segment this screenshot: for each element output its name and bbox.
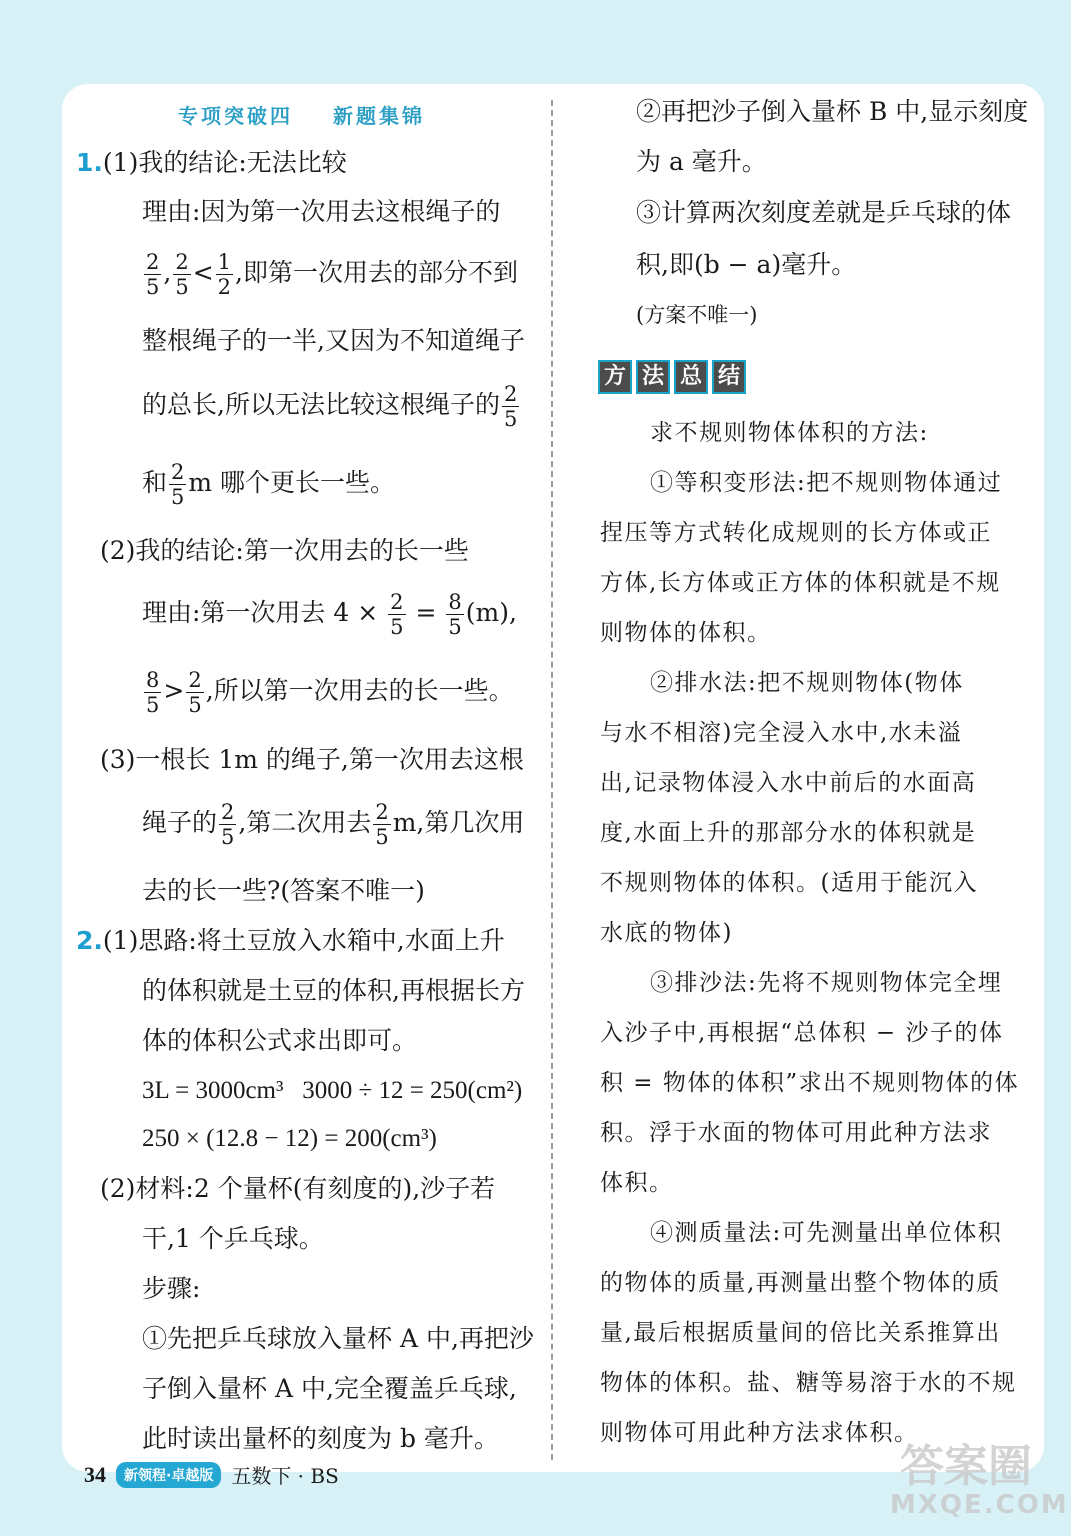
method1-l3: 方体,长方体或正方体的体积就是不规 [600,570,1001,596]
method3-l3: 积 = 物体的体积”求出不规则物体的体 [600,1070,1020,1096]
watermark-logo: 答案圈 [900,1441,1032,1492]
method2-l1: ②排水法:把不规则物体(物体 [650,670,964,696]
q2-line10: 子倒入量杯 A 中,完全覆盖乒乓球, [142,1374,517,1403]
q1-p3-line1: (3)一根长 1m 的绳子,第一次用去这根 [100,745,524,774]
q1-reason3: 整根绳子的一半,又因为不知道绳子 [142,326,525,355]
footer [84,1460,339,1489]
method2-l6: 水底的物体) [600,920,733,946]
q1-line1: 1.(1)我的结论:无法比较 [76,148,347,177]
edition-label: 五数下 · BS [231,1464,339,1488]
q1-reason2: $\frac{2}{5}$ , $\frac{2}{5}$ < $\frac{1}{2}$ ,即第一次用去的部分不到 [146,250,518,299]
method4-l3: 量,最后根据质量间的倍比关系推算出 [600,1320,1001,1346]
q2-line6: (2)材料:2 个量杯(有刻度的),沙子若 [100,1174,496,1203]
method1-l2: 捏压等方式转化成规则的长方体或正 [600,520,992,546]
q1-p2-reason2: $\frac{8}{5}$ > $\frac{2}{5}$ ,所以第一次用去的长一些。 [146,668,514,717]
q1-reason5: 和 $\frac{2}{5}$ m 哪个更长一些。 [142,460,396,509]
right-line2: 为 a 毫升。 [636,147,767,176]
method4-l4: 物体的体积。盐、糖等易溶于水的不规 [600,1370,1017,1396]
method3-l5: 体积。 [600,1170,674,1196]
q2-line5: 250 × (12.8 − 12) = 200(cm³) [142,1125,437,1152]
q2-line3: 体的体积公式求出即可。 [142,1026,418,1055]
q2-line9: ①先把乒乓球放入量杯 A 中,再把沙 [142,1324,534,1353]
method-intro: 求不规则物体体积的方法: [650,420,929,446]
method3-l4: 积。浮于水面的物体可用此种方法求 [600,1120,992,1146]
q1-reason1: 理由:因为第一次用去这根绳子的 [142,197,501,226]
method3-l1: ③排沙法:先将不规则物体完全埋 [650,970,1003,996]
right-line1: ②再把沙子倒入量杯 B 中,显示刻度 [636,97,1029,126]
q1-p3-line3: 去的长一些?(答案不唯一) [142,876,425,905]
method4-l1: ④测质量法:可先测量出单位体积 [650,1220,1003,1246]
method2-l5: 不规则物体的体积。(适用于能沉入 [600,870,978,896]
q1-p3-line2: 绳子的 $\frac{2}{5}$ ,第二次用去 $\frac{2}{5}$ m,第几次用 [142,800,525,849]
q2-line4: 3L = 3000cm³ 3000 ÷ 12 = 250(cm²) [142,1077,523,1104]
section-header [178,100,455,129]
method2-l4: 度,水面上升的那部分水的体积就是 [600,820,977,846]
method4-l5: 则物体可用此种方法求体积。 [600,1420,919,1446]
column-divider [551,100,553,1460]
brand-badge: 新领程·卓越版 [116,1462,221,1488]
method-summary-badge: 方 法 总 结 [598,360,746,394]
header-part2: 新题集锦 [332,104,425,128]
q2-line11: 此时读出量杯的刻度为 b 毫升。 [142,1424,499,1453]
q1-p2-reason1: 理由:第一次用去 4 × $\frac{2}{5}$ = $\frac{8}{5}$ (m), [142,590,517,639]
page-number: 34 [84,1461,106,1487]
q2-number: 2. [76,926,103,955]
method1-l4: 则物体的体积。 [600,620,772,646]
q2-line2: 的体积就是土豆的体积,再根据长方 [142,976,525,1005]
method2-l2: 与水不相溶)完全浸入水中,水未溢 [600,720,963,746]
method1-l1: ①等积变形法:把不规则物体通过 [650,470,1003,496]
header-part1: 专项突破四 [178,104,293,128]
method2-l3: 出,记录物体浸入水中前后的水面高 [600,770,977,796]
watermark-url: MXQE.COM [890,1490,1069,1520]
q2-line7: 干,1 个乒乓球。 [142,1224,324,1253]
q1-number: 1. [76,148,103,177]
right-line3: ③计算两次刻度差就是乒乓球的体 [636,198,1012,227]
right-line5: (方案不唯一) [636,303,758,327]
method3-l2: 入沙子中,再根据“总体积 − 沙子的体 [600,1020,1004,1046]
method4-l2: 的物体的质量,再测量出整个物体的质 [600,1270,1001,1296]
q2-line1: 2.(1)思路:将土豆放入水箱中,水面上升 [76,926,505,955]
right-line4: 积,即(b − a)毫升。 [636,250,857,279]
q1-reason4: 的总长,所以无法比较这根绳子的 $\frac{2}{5}$ [142,382,518,431]
q1-p2-title: (2)我的结论:第一次用去的长一些 [100,536,469,565]
q2-line8: 步骤: [142,1274,201,1303]
